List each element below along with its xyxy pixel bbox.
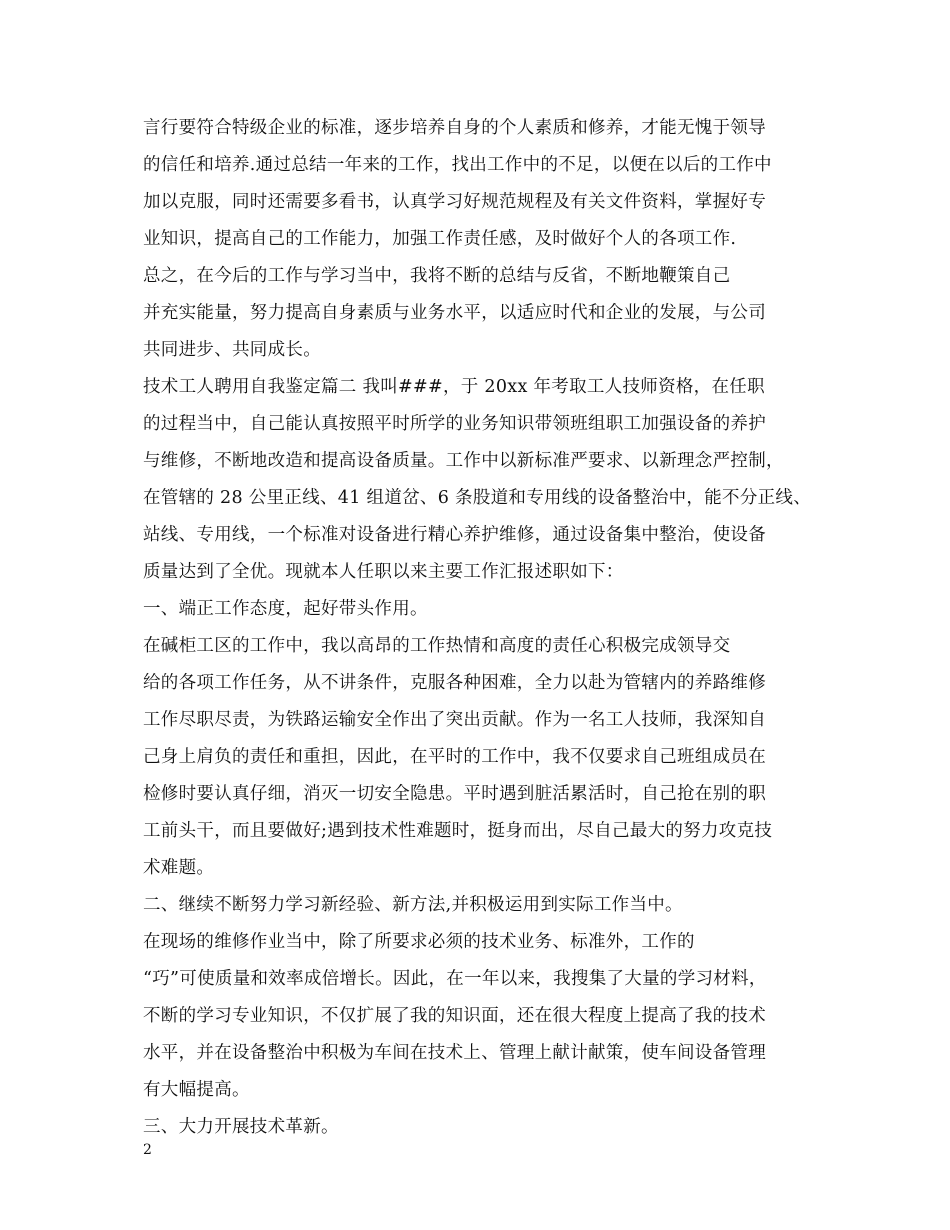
body-text-line: 言行要符合特级企业的标准，逐步培养自身的个人素质和修养，才能无愧于领导 [143,118,766,138]
subheading-line: 三、大力开展技术革新。 [143,1117,339,1137]
page-number: 2 [143,1142,152,1158]
body-text-line: 加以克服，同时还需要多看书，认真学习好规范规程及有关文件资料，掌握好专 [143,192,766,212]
body-text-line: 与维修，不断地改造和提高设备质量。工作中以新标准严要求、以新理念严控制， [143,451,784,471]
body-text-line: 并充实能量，努力提高自身素质与业务水平，以适应时代和企业的发展，与公司 [143,303,766,323]
body-text-line: 的过程当中，自己能认真按照平时所学的业务知识带领班组职工加强设备的养护 [143,414,766,434]
body-text-line: 在管辖的 28 公里正线、41 组道岔、6 条股道和专用线的设备整治中，能不分正线、 [143,488,812,508]
subheading-line: 二、继续不断努力学习新经验、新方法,并积极运用到实际工作当中。 [143,895,683,915]
body-text-line: 术难题。 [143,858,215,878]
body-text-line: 有大幅提高。 [143,1080,250,1100]
body-text-line: 的信任和培养.通过总结一年来的工作，找出工作中的不足，以便在以后的工作中 [143,155,772,175]
body-text-line: 水平，并在设备整治中积极为车间在技术上、管理上献计献策，使车间设备管理 [143,1043,766,1063]
body-text-line: 质量达到了全优。现就本人任职以来主要工作汇报述职如下： [143,562,624,582]
subheading-line: 一、端正工作态度，起好带头作用。 [143,599,428,619]
body-text-line: 工作尽职尽责，为铁路运输安全作出了突出贡献。作为一名工人技师，我深知自 [143,710,766,730]
body-text-line: 检修时要认真仔细，消灭一切安全隐患。平时遇到脏活累活时，自己抢在别的职 [143,784,766,804]
body-text-line: 总之，在今后的工作与学习当中，我将不断的总结与反省，不断地鞭策自己 [143,266,731,286]
body-text-line: 给的各项工作任务，从不讲条件，克服各种困难，全力以赴为管辖内的养路维修 [143,673,766,693]
section-heading-line: 技术工人聘用自我鉴定篇二 我叫###，于 20xx 年考取工人技师资格，在任职 [143,377,765,397]
body-text-line: “巧”可使质量和效率成倍增长。因此，在一年以来，我搜集了大量的学习材料， [143,969,767,989]
body-text-line: 站线、专用线，一个标准对设备进行精心养护维修，通过设备集中整治，使设备 [143,525,766,545]
body-text-line: 己身上肩负的责任和重担，因此，在平时的工作中，我不仅要求自己班组成员在 [143,747,766,767]
body-text-line: 不断的学习专业知识，不仅扩展了我的知识面，还在很大程度上提高了我的技术 [143,1006,766,1026]
body-text-line: 业知识，提高自己的工作能力，加强工作责任感，及时做好个人的各项工作. [143,229,737,249]
body-text-line: 在碱柜工区的工作中，我以高昂的工作热情和高度的责任心积极完成领导交 [143,636,731,656]
body-text-line: 工前头干，而且要做好;遇到技术性难题时，挺身而出，尽自己最大的努力攻克技 [143,821,773,841]
body-text-line: 在现场的维修作业当中，除了所要求必须的技术业务、标准外，工作的 [143,932,695,952]
body-text-line: 共同进步、共同成长。 [143,340,321,360]
